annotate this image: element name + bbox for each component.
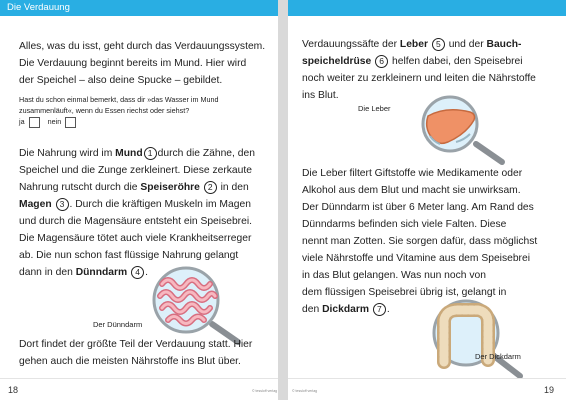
question-line: zusammenläuft«, wenn du Essen riechst oder siehst? bbox=[19, 106, 190, 115]
page-number-right: 19 bbox=[544, 385, 555, 395]
marker-1: 1 bbox=[144, 147, 157, 160]
text-line: nennt man Zotten. Sie sorgen dafür, dass möglichst bbox=[302, 236, 538, 247]
text-line bbox=[302, 36, 536, 53]
text-span: . bbox=[386, 304, 390, 315]
large-intestine-magnifier-illustration bbox=[416, 300, 536, 378]
small-intestine-caption: Der Dünndarm bbox=[93, 320, 143, 329]
text-line bbox=[19, 196, 255, 213]
closing-paragraph bbox=[19, 336, 252, 370]
keyword-speiseroehre: Speiseröhre bbox=[140, 182, 200, 193]
text-line: Dort findet der größte Teil der Verdauung statt. Hier bbox=[19, 339, 253, 350]
magnifier-handle bbox=[476, 144, 502, 162]
marker-2: 2 bbox=[204, 181, 217, 194]
digestion-paragraph bbox=[19, 145, 255, 281]
question-line: Hast du schon einmal bemerkt, dass dir »das Wasser im Mund bbox=[19, 95, 219, 104]
text-span: Verdauungssäfte der bbox=[302, 39, 398, 50]
right-page-footer bbox=[288, 378, 566, 400]
marker-5: 5 bbox=[432, 38, 445, 51]
no-checkbox[interactable] bbox=[65, 117, 76, 128]
text-line: ins Blut. bbox=[302, 90, 339, 101]
marker-3: 3 bbox=[56, 198, 69, 211]
text-line: der Speichel – also deine Spucke – gebildet. bbox=[19, 75, 223, 86]
text-span: dann in den bbox=[19, 267, 73, 278]
text-line: Die Verdauung beginnt bereits im Mund. Hier wird bbox=[19, 58, 247, 69]
liver-magnifier-illustration bbox=[406, 96, 516, 166]
liver-caption: Die Leber bbox=[358, 104, 391, 113]
yes-checkbox[interactable] bbox=[29, 117, 40, 128]
text-line bbox=[302, 53, 536, 70]
yes-label: ja bbox=[19, 117, 25, 126]
text-line: Die Leber filtert Giftstoffe wie Medikamente oder bbox=[302, 168, 523, 179]
text-span: Nahrung rutscht durch die bbox=[19, 182, 138, 193]
copyright-right: © tessloff verlag bbox=[292, 389, 318, 393]
text-line: ab. Die nun schon fast flüssige Nahrung gelangt bbox=[19, 250, 239, 261]
left-page-footer bbox=[0, 378, 278, 400]
answer-options bbox=[19, 116, 218, 128]
text-line: und durch die Magensäure entsteht ein Speisebrei. bbox=[19, 216, 252, 227]
text-line: Alkohol aus dem Blut und macht sie unwirksam. bbox=[302, 185, 521, 196]
keyword-duenndarm: Dünndarm bbox=[75, 267, 128, 278]
text-span: den bbox=[302, 304, 320, 315]
text-line: viele Nährstoffe und Vitamine aus dem Speisebrei bbox=[302, 253, 530, 264]
intro-paragraph bbox=[19, 38, 265, 89]
marker-6: 6 bbox=[375, 55, 388, 68]
left-page bbox=[0, 0, 278, 400]
text-line: Alles, was du isst, geht durch das Verdauungssystem. bbox=[19, 41, 266, 52]
chapter-title: Die Verdauung bbox=[7, 2, 70, 13]
text-span: durch die Zähne, den bbox=[157, 148, 255, 159]
no-label: nein bbox=[47, 117, 62, 126]
text-line: gehen auch die meisten Nährstoffe ins Blut über. bbox=[19, 356, 241, 367]
text-span: . bbox=[145, 267, 148, 278]
text-line bbox=[19, 179, 255, 196]
keyword-magen: Magen bbox=[19, 199, 52, 210]
keyword-dickdarm: Dickdarm bbox=[322, 304, 369, 315]
text-line: in das Blut gelangen. Was nun noch von bbox=[302, 270, 486, 281]
text-span: . Durch die kräftigen Muskeln im Magen bbox=[69, 199, 251, 210]
keyword-speicheldruese: speicheldrüse bbox=[302, 56, 372, 67]
liver-paragraph bbox=[302, 36, 536, 104]
chapter-header-bar bbox=[0, 0, 278, 16]
large-intestine-caption: Der Dickdarm bbox=[475, 352, 521, 361]
text-span: Die Nahrung wird im bbox=[19, 148, 113, 159]
keyword-bauch: Bauch- bbox=[486, 39, 522, 50]
text-line: Der Dünndarm ist über 6 Meter lang. Am Rand des bbox=[302, 202, 534, 213]
keyword-mund: Mund bbox=[115, 148, 143, 159]
right-page bbox=[288, 0, 566, 400]
text-line: Dünndarms befinden sich viele Falten. Diese bbox=[302, 219, 507, 230]
liver-function-paragraph bbox=[302, 165, 537, 318]
question-block bbox=[19, 94, 218, 128]
text-line: noch weiter zu zerkleinern und leiten die Nährstoffe bbox=[302, 73, 536, 84]
text-line: Speichel und die Zunge zerkleinert. Diese zerkaute bbox=[19, 165, 252, 176]
text-line: Die Magensäure tötet auch viele Krankheitserreger bbox=[19, 233, 252, 244]
chapter-header-bar-right bbox=[288, 0, 566, 16]
copyright-left: © tessloff verlag bbox=[252, 389, 278, 393]
marker-4: 4 bbox=[131, 266, 144, 279]
text-span: und der bbox=[448, 39, 484, 50]
text-line bbox=[19, 145, 255, 162]
marker-7: 7 bbox=[373, 303, 386, 316]
text-line: dem flüssigen Speisebrei übrig ist, gelangt in bbox=[302, 287, 507, 298]
small-intestine-magnifier-illustration bbox=[140, 266, 250, 346]
text-span: helfen dabei, den Speisebrei bbox=[392, 56, 523, 67]
page-number-left: 18 bbox=[8, 385, 19, 395]
text-span: in den bbox=[220, 182, 249, 193]
keyword-leber: Leber bbox=[399, 39, 428, 50]
